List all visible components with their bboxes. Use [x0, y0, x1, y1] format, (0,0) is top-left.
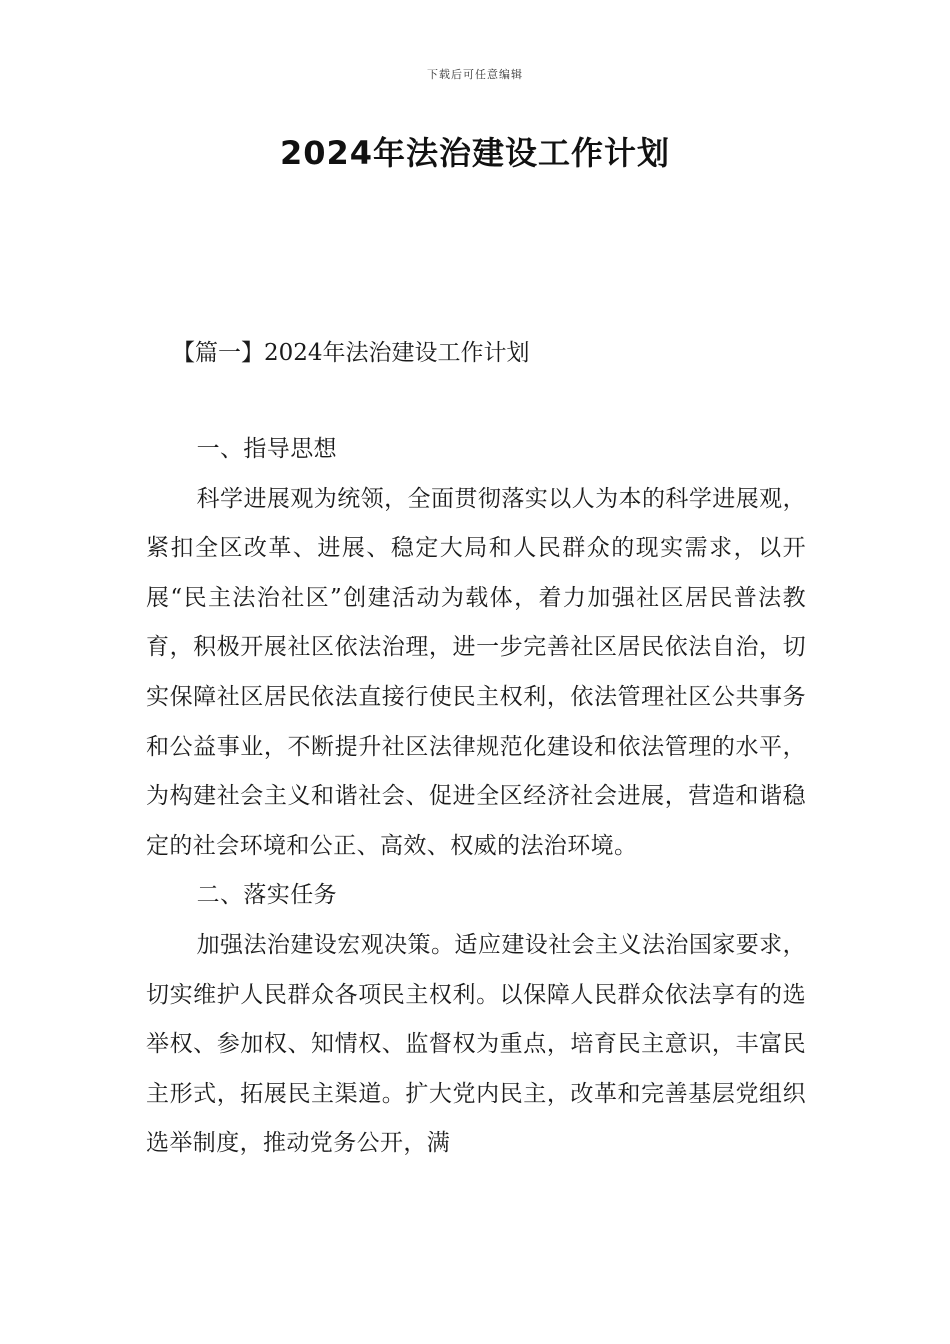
paragraph-implementation-tasks: 加强法治建设宏观决策。适应建设社会主义法治国家要求，切实维护人民群众各项民主权利。以保障人民群众依法享有的选举权、参加权、知情权、监督权为重点，培育民主意识，丰富民主形式，拓展民主渠道。扩大党内民主，改革和完善基层党组织选举制度，推动党务公开，满 — [146, 931, 806, 1157]
paragraph-guiding-ideology: 科学进展观为统领，全面贯彻落实以人为本的科学进展观，紧扣全区改革、进展、稳定大局和人民群众的现实需求，以开展“民主法治社区”创建活动为载体，着力加强社区居民普法教育，积极开展社区依法治理，进一步完善社区居民依法自治，切实保障社区居民依法直接行使民主权利，依法管理社区公共事务和公益事业，不断提升社区法律规范化建设和依法管理的水平，为构建社会主义和谐社会、促进全区经济社会进展，营造和谐稳定的社会环境和公正、高效、权威的法治环境。 — [146, 485, 806, 859]
heading-guiding-ideology: 一、指导思想 — [196, 436, 337, 462]
heading-implementation-tasks: 二、落实任务 — [196, 882, 337, 909]
section-title: 【篇一】2024年法治建设工作计划 — [172, 340, 530, 366]
header-note: 下载后可任意编辑 — [427, 68, 523, 81]
document-body — [146, 425, 806, 1169]
document-title: 2024年法治建设工作计划 — [279, 134, 671, 172]
